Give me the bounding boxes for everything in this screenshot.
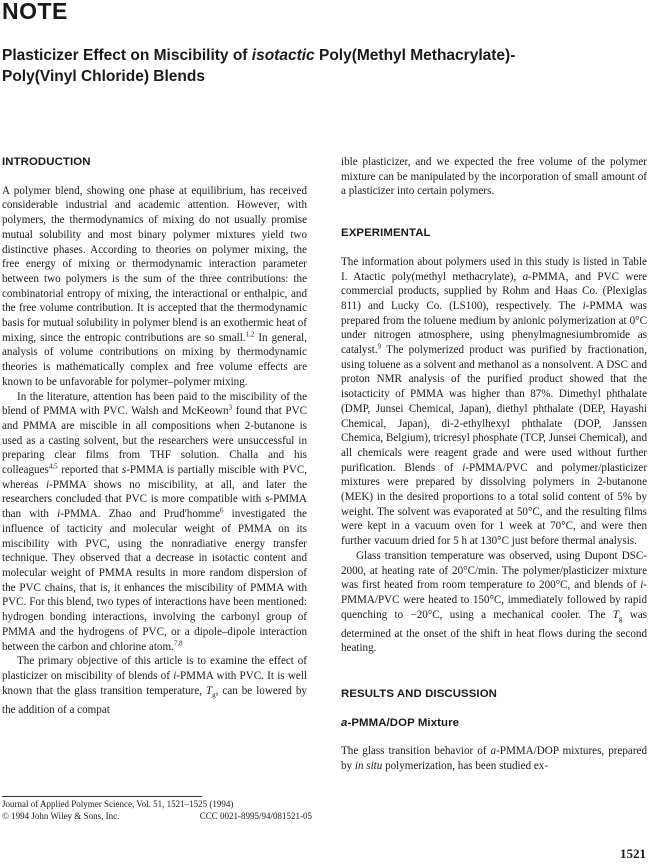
left-column: [2, 155, 307, 717]
text-run: reported that: [57, 464, 122, 477]
results-subheading: [341, 716, 647, 731]
italic-run: s: [265, 493, 270, 506]
text-run: -PMMA/DOP Mixture: [347, 716, 460, 729]
text-run: -PMMA shows no miscibility, at all, and later the researchers concluded that PVC is more compatible with: [2, 478, 308, 506]
text-run: The primary objective of this article is to examine the effect of plasticizer on miscibility of blends of: [2, 655, 307, 682]
article-title: [2, 45, 632, 87]
text-run: -PMMA/DOP mixtures, prepared by: [341, 745, 647, 773]
italic-run: i: [640, 579, 644, 592]
citation: 9: [377, 342, 382, 351]
text-run: Glass transition temperature was observed, using Dupont DSC-2000, at heating rate of 20°C/min. The polymer/plasticizer mixture was first heated from room temperature to 200°C, and blends of: [341, 549, 647, 592]
italic-run: i: [462, 461, 466, 474]
footnote-copyright: © 1994 John Wiley & Sons, Inc.: [2, 810, 120, 821]
text-run: The information about polymers used in this study is listed in Table I. Atactic poly(methyl methacrylate),: [341, 255, 647, 283]
page-number: 1521: [620, 846, 646, 861]
italic-run: T: [612, 608, 619, 621]
experimental-paragraph-2: [341, 549, 647, 656]
italic-run: a: [341, 716, 348, 729]
title-line2: Poly(Vinyl Chloride) Blends: [2, 68, 205, 85]
text-run: -PMMA than with: [2, 493, 307, 521]
introduction-heading: INTRODUCTION: [2, 156, 91, 168]
text-run: found that PVC and PMMA are miscible in all compositions when 2-butanone is used as a casting solvent, but the researchers were unsuccessful in preparing clear films from THF solution. Challa and his colleagues: [2, 405, 308, 477]
italic-run: a: [522, 270, 529, 283]
italic-run: i: [46, 478, 50, 491]
citation: 7,8: [173, 638, 183, 647]
italic-run: a: [490, 745, 497, 758]
introduction-paragraph-1: [2, 184, 307, 390]
italic-run: T: [206, 684, 213, 697]
italic-run: i: [57, 508, 61, 521]
footnote-journal: Journal of Applied Polymer Science, Vol. 51, 1521–1525 (1994): [2, 799, 234, 809]
text-run: -PMMA, and PVC were commercial products, supplied by Rohm and Haas Co. (Plexiglas 811) and Lucky Co. (LS100), respectively. The: [341, 270, 647, 312]
experimental-heading: EXPERIMENTAL: [341, 227, 431, 240]
introduction-paragraph-3: [2, 654, 307, 717]
text-run: -PMMA with PVC. It is well known that the glass transition temperature,: [2, 669, 307, 697]
footnote-divider: [2, 796, 202, 797]
footnote: [2, 799, 312, 822]
experimental-paragraph-1: [341, 255, 647, 549]
text-run: In the literature, attention has been paid to the miscibility of the blend of PMMA with PVC. Walsh and McKeown: [2, 390, 307, 418]
text-run: -PMMA/PVC were heated to 150°C, immediately followed by rapid quenching to −20°C, using a mechanical cooler. The: [341, 579, 647, 621]
title-italic: isotactic: [251, 47, 315, 64]
italic-run: in situ: [354, 760, 383, 773]
text-run: -PMMA. Zhao and Prud'homme: [60, 508, 221, 521]
text-run: -PMMA was prepared from the toluene medium by anionic polymerization at 0°C under nitrogen atmosphere, using phenylmagnesiumbromide as catalyst.: [341, 299, 647, 357]
title-part3: Poly(Methyl Methacrylate)-: [314, 47, 516, 64]
citation: 1,2: [245, 330, 255, 339]
text-run: -PMMA/PVC and polymer/plasticizer mixtures were prepared by dissolving polymers in 2-butanone (MEK) in the desired proportions to a total solid content of 5% by weight. The solvent was evaporated at 50°C, and the resulting films were kept in a vacuum oven for 1 week at 70°C, and were then further vacuum dried for 5 h at 130°C just before thermal analysis.: [341, 461, 648, 548]
introduction-paragraph-3-continued: [341, 155, 647, 199]
citation: 6: [220, 506, 224, 515]
text-run: was determined at the onset of the shift in heat flows during the second heating.: [341, 608, 647, 655]
text-run: -PMMA is partially miscible with PVC, whereas: [2, 464, 308, 491]
text-run: ible plasticizer, and we expected the free volume of the polymer mixture can be manipulated by the incorporation of small amount of a plasticizer into certain polymers.: [341, 156, 647, 198]
italic-run: i: [582, 299, 586, 312]
subscript: g: [618, 614, 623, 623]
results-paragraph-1: [341, 744, 647, 773]
footnote-row: [2, 811, 312, 823]
results-heading: RESULTS AND DISCUSSION: [341, 688, 497, 701]
italic-run: s: [121, 464, 127, 477]
right-column: [341, 155, 647, 774]
citation: 4,5: [48, 462, 58, 471]
text-run: The glass transition behavior of: [341, 745, 491, 758]
footnote-ccc-code: CCC 0021-8995/94/081521-05: [199, 810, 312, 821]
text-run: , can be lowered by the addition of a compat: [2, 684, 307, 716]
text-run: The polymerized product was purified by fractionation, using toluene as a solvent and methanol as a nonsolvent. A DSC and proton NMR analysis of the purified product showed that the isotacticity of PMMA was higher than 87%. Dimethyl phthalate (DMP, Junsei Chemical, Japan), diethyl phthalate (DEP, Hayashi Chemical, Japan), di-2-ethylhexyl phthalate (DOP, Janssen Chemica, Belgium), tricresyl phosphate (TCP, Junsei Chemical), and all chemicals were reagent grade and were used without further purification. Blends of: [341, 344, 647, 474]
text-run: investigated the influence of tacticity and molecular weight of PMMA on its miscibility with PVC, using the nonradiative energy transfer technique. They observed that a decrease in isotactic content and molecular weight of PMMA results in more random dispersion of the PVC chains, that is, it enhances the miscibility of PMMA with PVC. For this blend, two types of interactions have been mentioned: hydrogen bonding interactions, involving the carbonyl group of PMMA and the hydrogens of PVC, or a dipole–dipole interaction between the carbon and chlorine atom.: [2, 508, 307, 653]
note-label: NOTE: [2, 0, 68, 24]
title-part1: Plasticizer Effect on Miscibility of: [2, 47, 252, 64]
italic-run: i: [173, 669, 177, 682]
citation: 3: [228, 403, 233, 412]
introduction-paragraph-2: [2, 390, 307, 655]
text-run: In general, analysis of volume contributions on mixing by thermodynamic theories is mathematically complex and free volume effects are known to be unfavorable for polymer–polymer mixing.: [2, 331, 307, 388]
subscript: g: [212, 690, 216, 699]
text-run: polymerization, has been studied ex-: [382, 760, 549, 773]
text-run: A polymer blend, showing one phase at equilibrium, has received considerable industrial and academic attention. However, with polymers, the thermodynamics of mixing do not usually promise mutual solubility and most binary polymer mixtures yield two distinctive phases. According to theories on polymer mixing, the free energy of mixing or thermodynamic interaction parameter between two polymers is the sum of the three contributions: the combinatorial entropy of mixing, the interactional or enthalpic, and the free volume contribution. It is accepted that the thermodynamic basis for mutual solubility in polymer blend is an exothermic heat of mixing, since the entropic contributions are so small.: [2, 184, 307, 344]
